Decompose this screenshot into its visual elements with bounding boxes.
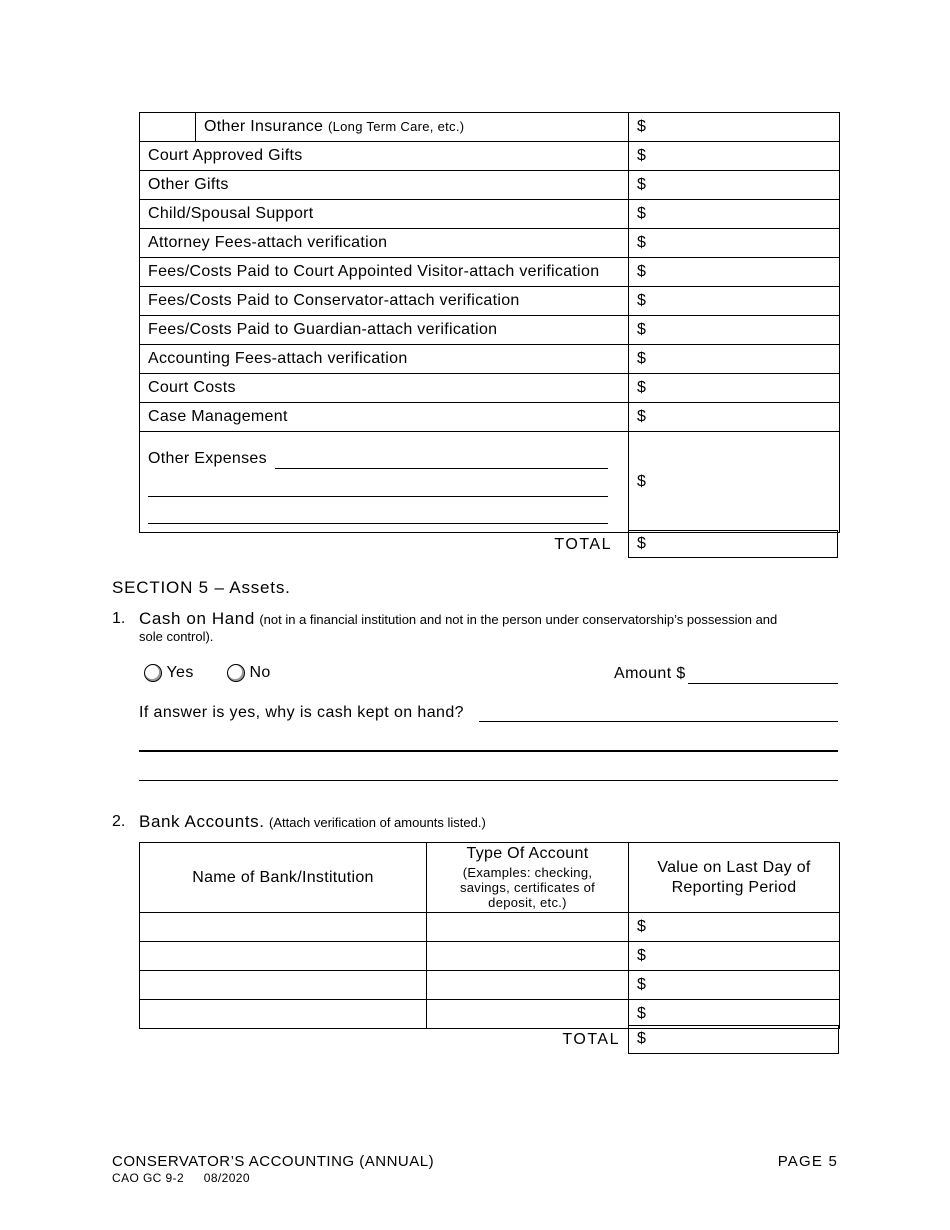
expense-amount-field[interactable]: $ bbox=[629, 113, 840, 142]
expense-amount-field[interactable]: $ bbox=[629, 229, 840, 258]
expense-table bbox=[139, 112, 840, 533]
expense-amount-field[interactable]: $ bbox=[629, 374, 840, 403]
col-header-type-title: Type Of Account bbox=[466, 845, 589, 862]
item-2-number: 2. bbox=[112, 813, 126, 830]
page-number: PAGE 5 bbox=[777, 1153, 838, 1170]
table-header-row bbox=[140, 843, 840, 913]
expense-amount-field[interactable]: $ bbox=[629, 171, 840, 200]
expense-label: Other Gifts bbox=[140, 171, 629, 200]
expense-label: Child/Spousal Support bbox=[140, 200, 629, 229]
account-value-field[interactable]: $ bbox=[629, 1000, 840, 1029]
bank-accounts-table bbox=[139, 842, 840, 1029]
why-cash-line-3[interactable] bbox=[139, 780, 838, 781]
section-5-title: SECTION 5 – Assets. bbox=[112, 578, 291, 597]
form-date: 08/2020 bbox=[203, 1171, 250, 1185]
bank-name-field[interactable] bbox=[140, 1000, 427, 1029]
no-radio[interactable] bbox=[227, 664, 245, 682]
other-expenses-amount-field[interactable]: $ bbox=[629, 432, 840, 533]
account-type-field[interactable] bbox=[427, 942, 629, 971]
bank-name-field[interactable] bbox=[140, 913, 427, 942]
table-row bbox=[140, 113, 840, 142]
bank-accounts-title: Bank Accounts. bbox=[139, 812, 265, 831]
col-header-name: Name of Bank/Institution bbox=[140, 843, 427, 913]
item-1-number: 1. bbox=[112, 610, 126, 627]
expense-amount-field[interactable]: $ bbox=[629, 403, 840, 432]
bank-total-label: TOTAL bbox=[562, 1031, 620, 1048]
yes-label: Yes bbox=[166, 664, 194, 682]
expense-label: Court Approved Gifts bbox=[140, 142, 629, 171]
other-expenses-cell bbox=[140, 432, 629, 533]
account-value-field[interactable]: $ bbox=[629, 942, 840, 971]
expense-label: Attorney Fees-attach verification bbox=[140, 229, 629, 258]
table-row bbox=[140, 374, 840, 403]
account-value-field[interactable]: $ bbox=[629, 971, 840, 1000]
other-expenses-line-1[interactable] bbox=[275, 468, 608, 469]
expense-amount-field[interactable]: $ bbox=[629, 258, 840, 287]
expense-label: Fees/Costs Paid to Guardian-attach verification bbox=[140, 316, 629, 345]
expense-label: Case Management bbox=[140, 403, 629, 432]
account-value-field[interactable]: $ bbox=[629, 913, 840, 942]
footer-form-title: CONSERVATOR’S ACCOUNTING (ANNUAL) bbox=[112, 1153, 435, 1170]
table-row bbox=[140, 287, 840, 316]
item-1-heading bbox=[139, 609, 839, 629]
other-expenses-row bbox=[140, 432, 840, 533]
table-row bbox=[140, 258, 840, 287]
yes-radio[interactable] bbox=[144, 664, 162, 682]
expense-note: (Long Term Care, etc.) bbox=[327, 119, 465, 134]
expense-amount-field[interactable]: $ bbox=[629, 200, 840, 229]
bank-accounts-note: (Attach verification of amounts listed.) bbox=[269, 815, 486, 830]
table-row bbox=[140, 200, 840, 229]
indent-cell bbox=[140, 113, 196, 142]
account-type-field[interactable] bbox=[427, 913, 629, 942]
account-type-field[interactable] bbox=[427, 1000, 629, 1029]
col-header-value: Value on Last Day of Reporting Period bbox=[629, 843, 840, 913]
table-row bbox=[140, 171, 840, 200]
why-cash-label: If answer is yes, why is cash kept on hand? bbox=[139, 704, 464, 721]
table-row bbox=[140, 316, 840, 345]
expense-total-label: TOTAL bbox=[554, 536, 612, 553]
expense-label: Fees/Costs Paid to Court Appointed Visitor-attach verification bbox=[140, 258, 629, 287]
amount-field[interactable] bbox=[688, 683, 838, 684]
no-option[interactable] bbox=[227, 664, 271, 682]
table-row bbox=[140, 229, 840, 258]
amount-label: Amount $ bbox=[614, 665, 686, 682]
expense-amount-field[interactable]: $ bbox=[629, 345, 840, 374]
footer-form-code bbox=[112, 1171, 250, 1185]
table-row bbox=[140, 142, 840, 171]
other-expenses-label: Other Expenses bbox=[148, 450, 267, 467]
expense-label: Other Insurance (Long Term Care, etc.) bbox=[196, 113, 629, 142]
other-expenses-line-2[interactable] bbox=[148, 496, 608, 497]
table-row bbox=[140, 345, 840, 374]
bank-name-field[interactable] bbox=[140, 971, 427, 1000]
why-cash-field[interactable] bbox=[479, 721, 838, 722]
table-row bbox=[140, 403, 840, 432]
expense-label: Accounting Fees-attach verification bbox=[140, 345, 629, 374]
cash-on-hand-note-2: sole control). bbox=[139, 629, 214, 644]
col-header-type bbox=[427, 843, 629, 913]
table-row bbox=[140, 971, 840, 1000]
why-cash-line-2[interactable] bbox=[139, 750, 838, 752]
expense-label: Fees/Costs Paid to Conservator-attach verification bbox=[140, 287, 629, 316]
item-2-heading bbox=[139, 812, 486, 832]
expense-amount-field[interactable]: $ bbox=[629, 287, 840, 316]
bank-name-field[interactable] bbox=[140, 942, 427, 971]
table-row bbox=[140, 913, 840, 942]
bank-total-field[interactable]: $ bbox=[628, 1025, 839, 1054]
cash-on-hand-title: Cash on Hand bbox=[139, 609, 255, 628]
account-type-field[interactable] bbox=[427, 971, 629, 1000]
expense-amount-field[interactable]: $ bbox=[629, 142, 840, 171]
form-code: CAO GC 9-2 bbox=[112, 1171, 185, 1185]
expense-total-field[interactable]: $ bbox=[628, 530, 838, 558]
no-label: No bbox=[249, 664, 271, 682]
other-expenses-line-3[interactable] bbox=[148, 523, 608, 524]
table-row bbox=[140, 942, 840, 971]
expense-amount-field[interactable]: $ bbox=[629, 316, 840, 345]
yes-option[interactable] bbox=[144, 664, 194, 682]
expense-label: Court Costs bbox=[140, 374, 629, 403]
cash-on-hand-note: (not in a financial institution and not in the person under conservatorship’s possession and bbox=[259, 612, 778, 627]
col-header-type-examples: (Examples: checking, savings, certificates of deposit, etc.) bbox=[459, 865, 596, 910]
